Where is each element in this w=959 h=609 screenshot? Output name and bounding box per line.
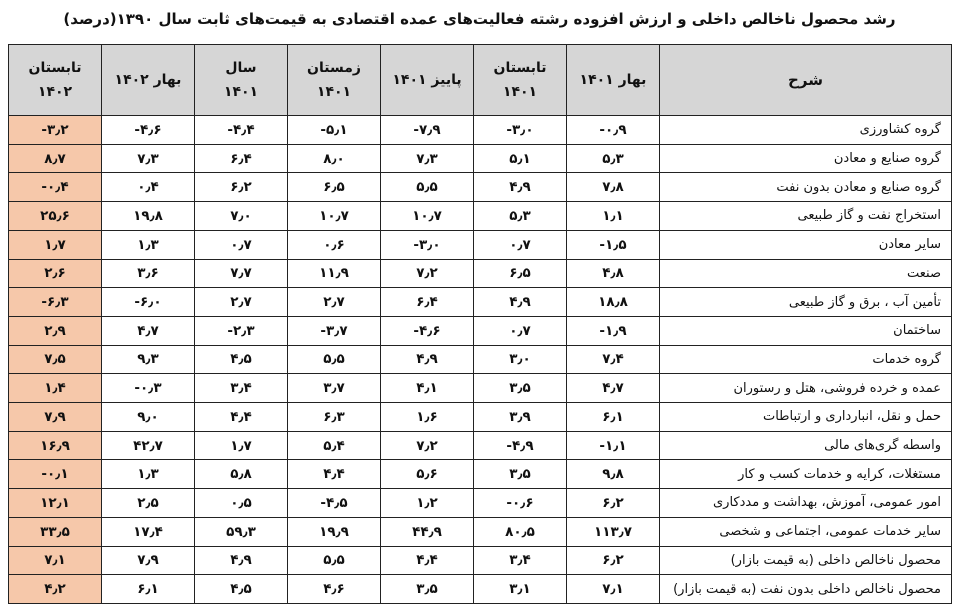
header-col-line2: ۱۴۰۲ <box>37 84 73 100</box>
row-value: ۰٫۳- <box>102 374 195 403</box>
row-value: ۴٫۱ <box>381 374 474 403</box>
row-value: ۶٫۲ <box>195 173 288 202</box>
row-value: ۴۴٫۹ <box>381 517 474 546</box>
header-col-line1: تابستان <box>493 60 547 76</box>
row-value: ۳٫۰ <box>474 345 567 374</box>
row-value: ۵٫۶ <box>381 460 474 489</box>
row-value: ۳٫۹ <box>474 403 567 432</box>
header-col-line1: پاییز ۱۴۰۱ <box>392 72 462 88</box>
row-value: ۳٫۷- <box>288 316 381 345</box>
row-value: ۵٫۳ <box>474 202 567 231</box>
row-value: ۶٫۵ <box>288 173 381 202</box>
row-value: ۳٫۷ <box>288 374 381 403</box>
row-value: ۰٫۱- <box>9 460 102 489</box>
row-desc: گروه صنایع و معادن <box>660 144 952 173</box>
row-value: ۲٫۵ <box>102 489 195 518</box>
row-value: ۹٫۸ <box>567 460 660 489</box>
table-row <box>9 173 952 202</box>
row-value: ۳٫۵ <box>474 374 567 403</box>
row-value: ۴٫۷ <box>567 374 660 403</box>
row-desc: گروه کشاورزی <box>660 116 952 145</box>
row-value: ۶٫۲ <box>567 489 660 518</box>
row-desc: محصول ناخالص داخلی (به قیمت بازار) <box>660 546 952 575</box>
row-value: ۱٫۴ <box>9 374 102 403</box>
row-value: ۶٫۵ <box>474 259 567 288</box>
row-value: ۶٫۰- <box>102 288 195 317</box>
row-value: ۰٫۷ <box>195 230 288 259</box>
row-value: ۸٫۷ <box>9 144 102 173</box>
row-value: ۳٫۴ <box>474 546 567 575</box>
row-value: ۵٫۱ <box>474 144 567 173</box>
growth-table <box>8 44 952 604</box>
header-col-line1: بهار ۱۴۰۲ <box>114 72 182 88</box>
row-value: ۳٫۰- <box>381 230 474 259</box>
row-value: ۷٫۷ <box>195 259 288 288</box>
row-value: ۷٫۹ <box>9 403 102 432</box>
row-value: ۴٫۸ <box>567 259 660 288</box>
row-value: ۳٫۵ <box>474 460 567 489</box>
table-body <box>9 116 952 604</box>
row-value: ۴٫۹ <box>195 546 288 575</box>
row-value: ۷٫۳ <box>102 144 195 173</box>
row-value: ۲۵٫۶ <box>9 202 102 231</box>
row-desc: گروه صنایع و معادن بدون نفت <box>660 173 952 202</box>
header-col-line1: سال <box>225 60 257 76</box>
row-value: ۹٫۰ <box>102 403 195 432</box>
row-value: ۳٫۱ <box>474 575 567 604</box>
row-value: ۲٫۶ <box>9 259 102 288</box>
row-value: ۰٫۵ <box>195 489 288 518</box>
row-value: ۷٫۱ <box>567 575 660 604</box>
row-value: ۶٫۴ <box>195 144 288 173</box>
header-col-line2: ۱۴۰۱ <box>223 84 259 100</box>
row-value: ۴٫۶- <box>102 116 195 145</box>
table-row <box>9 259 952 288</box>
row-desc: استخراج نفت و گاز طبیعی <box>660 202 952 231</box>
row-value: ۵٫۱- <box>288 116 381 145</box>
row-value: ۱٫۱- <box>567 431 660 460</box>
row-value: ۴٫۴ <box>381 546 474 575</box>
row-value: ۵۹٫۳ <box>195 517 288 546</box>
row-value: ۴٫۷ <box>102 316 195 345</box>
row-value: ۴٫۵- <box>288 489 381 518</box>
row-value: ۱۸٫۸ <box>567 288 660 317</box>
row-value: ۷٫۸ <box>567 173 660 202</box>
row-value: ۰٫۶- <box>474 489 567 518</box>
row-value: ۴٫۹ <box>474 288 567 317</box>
row-value: ۴٫۶- <box>381 316 474 345</box>
row-value: ۱٫۹- <box>567 316 660 345</box>
row-value: ۴٫۶ <box>288 575 381 604</box>
table-row <box>9 230 952 259</box>
row-value: ۲٫۳- <box>195 316 288 345</box>
row-value: ۳٫۶ <box>102 259 195 288</box>
row-value: ۴٫۴- <box>195 116 288 145</box>
row-value: ۰٫۶ <box>288 230 381 259</box>
header-col <box>102 45 195 116</box>
row-value: ۲٫۷ <box>195 288 288 317</box>
row-desc: سایر خدمات عمومی، اجتماعی و شخصی <box>660 517 952 546</box>
row-value: ۵٫۵ <box>288 345 381 374</box>
row-value: ۵٫۳ <box>567 144 660 173</box>
row-value: ۱٫۳ <box>102 460 195 489</box>
row-value: ۳٫۵ <box>381 575 474 604</box>
row-value: ۱۰٫۷ <box>288 202 381 231</box>
row-value: ۰٫۹- <box>567 116 660 145</box>
row-value: ۲٫۷ <box>288 288 381 317</box>
row-value: ۰٫۴- <box>9 173 102 202</box>
header-col-line2: ۱۴۰۱ <box>502 84 538 100</box>
row-desc: ساختمان <box>660 316 952 345</box>
header-col-line1: زمستان <box>307 60 361 76</box>
table-row <box>9 575 952 604</box>
row-value: ۱۹٫۹ <box>288 517 381 546</box>
row-value: ۵٫۸ <box>195 460 288 489</box>
row-value: ۴٫۴ <box>195 403 288 432</box>
row-value: ۶٫۱ <box>567 403 660 432</box>
row-value: ۰٫۷ <box>474 230 567 259</box>
header-col-line1: تابستان <box>28 60 82 76</box>
header-col <box>567 45 660 116</box>
row-value: ۴۲٫۷ <box>102 431 195 460</box>
row-value: ۱٫۶ <box>381 403 474 432</box>
table-row <box>9 345 952 374</box>
row-value: ۴٫۵ <box>195 575 288 604</box>
row-value: ۷٫۵ <box>9 345 102 374</box>
row-value: ۱٫۷ <box>195 431 288 460</box>
row-desc: عمده و خرده فروشی، هتل و رستوران <box>660 374 952 403</box>
row-value: ۱٫۱ <box>567 202 660 231</box>
table-row <box>9 489 952 518</box>
table-row <box>9 403 952 432</box>
table-row <box>9 144 952 173</box>
table-row <box>9 316 952 345</box>
row-value: ۴٫۴ <box>288 460 381 489</box>
row-desc: تأمین آب ، برق و گاز طبیعی <box>660 288 952 317</box>
row-desc: صنعت <box>660 259 952 288</box>
row-value: ۱۹٫۸ <box>102 202 195 231</box>
row-value: ۳٫۴ <box>195 374 288 403</box>
row-value: ۶٫۱ <box>102 575 195 604</box>
row-value: ۰٫۴ <box>102 173 195 202</box>
row-value: ۵٫۵ <box>381 173 474 202</box>
row-value: ۷٫۳ <box>381 144 474 173</box>
row-value: ۷٫۹ <box>102 546 195 575</box>
row-value: ۱۰٫۷ <box>381 202 474 231</box>
table-row <box>9 517 952 546</box>
row-value: ۴٫۹ <box>474 173 567 202</box>
table-row <box>9 202 952 231</box>
row-value: ۱٫۷ <box>9 230 102 259</box>
row-value: ۱۱۳٫۷ <box>567 517 660 546</box>
row-value: ۱٫۵- <box>567 230 660 259</box>
table-row <box>9 374 952 403</box>
row-value: ۶٫۲ <box>567 546 660 575</box>
row-value: ۵٫۴ <box>288 431 381 460</box>
header-col-line2: ۱۴۰۱ <box>316 84 352 100</box>
row-value: ۶٫۳ <box>288 403 381 432</box>
row-desc: سایر معادن <box>660 230 952 259</box>
row-value: ۵٫۵ <box>288 546 381 575</box>
row-value: ۴٫۵ <box>195 345 288 374</box>
header-desc: شرح <box>660 45 952 116</box>
table-row <box>9 431 952 460</box>
row-value: ۱۲٫۱ <box>9 489 102 518</box>
row-value: ۱٫۲ <box>381 489 474 518</box>
row-value: ۶٫۴ <box>381 288 474 317</box>
row-desc: گروه خدمات <box>660 345 952 374</box>
header-col <box>195 45 288 116</box>
row-value: ۹٫۳ <box>102 345 195 374</box>
row-value: ۷٫۴ <box>567 345 660 374</box>
header-col <box>288 45 381 116</box>
row-desc: حمل و نقل، انبارداری و ارتباطات <box>660 403 952 432</box>
table-row <box>9 116 952 145</box>
row-value: ۳۳٫۵ <box>9 517 102 546</box>
header-col <box>474 45 567 116</box>
row-value: ۳٫۲- <box>9 116 102 145</box>
row-value: ۱۶٫۹ <box>9 431 102 460</box>
row-value: ۳٫۰- <box>474 116 567 145</box>
row-value: ۷٫۰ <box>195 202 288 231</box>
row-value: ۱٫۳ <box>102 230 195 259</box>
row-value: ۱۷٫۴ <box>102 517 195 546</box>
table-row <box>9 288 952 317</box>
table-row <box>9 546 952 575</box>
row-value: ۷٫۲ <box>381 431 474 460</box>
header-col-line1: بهار ۱۴۰۱ <box>579 72 647 88</box>
row-value: ۴٫۹ <box>381 345 474 374</box>
row-value: ۴٫۲ <box>9 575 102 604</box>
row-value: ۷٫۱ <box>9 546 102 575</box>
row-desc: محصول ناخالص داخلی بدون نفت (به قیمت بازار) <box>660 575 952 604</box>
row-value: ۷٫۲ <box>381 259 474 288</box>
header-col <box>9 45 102 116</box>
row-desc: مستغلات، کرایه و خدمات کسب و کار <box>660 460 952 489</box>
row-value: ۶٫۳- <box>9 288 102 317</box>
row-value: ۱۱٫۹ <box>288 259 381 288</box>
row-value: ۰٫۷ <box>474 316 567 345</box>
row-value: ۸٫۰ <box>288 144 381 173</box>
table-row <box>9 460 952 489</box>
header-col <box>381 45 474 116</box>
table-title: رشد محصول ناخالص داخلی و ارزش افزوده رشته فعالیت‌های عمده اقتصادی به قیمت‌های ثابت سال ۱۳۹۰(درصد) <box>63 10 896 28</box>
row-value: ۸۰٫۵ <box>474 517 567 546</box>
row-value: ۴٫۹- <box>474 431 567 460</box>
row-desc: امور عمومی، آموزش، بهداشت و مددکاری <box>660 489 952 518</box>
row-value: ۲٫۹ <box>9 316 102 345</box>
header-row <box>9 45 952 116</box>
row-value: ۷٫۹- <box>381 116 474 145</box>
row-desc: واسطه گری‌های مالی <box>660 431 952 460</box>
